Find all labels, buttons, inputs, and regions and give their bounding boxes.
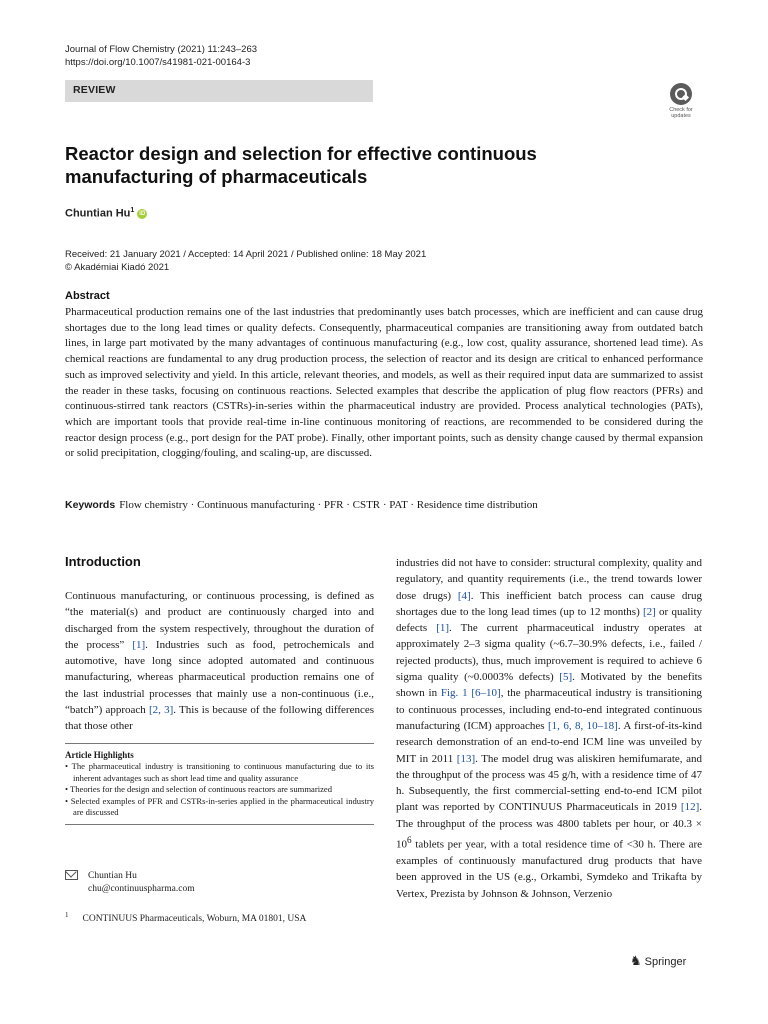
contact-email[interactable]: chu@continuuspharma.com <box>88 884 195 894</box>
citation-link[interactable]: [12] <box>680 801 700 814</box>
check-updates-badge[interactable] <box>661 83 701 123</box>
check-updates-label: Check for updates <box>669 107 693 119</box>
citation-link[interactable]: [2] <box>642 605 656 618</box>
publisher-name: Springer <box>644 956 687 968</box>
citation-link[interactable]: [1, 6, 8, 10–18] <box>548 719 618 732</box>
author-affil-sup: 1 <box>130 207 135 214</box>
orcid-icon[interactable]: iD <box>139 210 146 217</box>
citation-link[interactable]: [2, 3] <box>148 704 174 717</box>
publisher-logo <box>630 953 686 969</box>
affiliation-text: CONTINUUS Pharmaceuticals, Woburn, MA 01801, USA <box>82 914 307 925</box>
intro-heading: Introduction <box>65 554 141 569</box>
keywords-text: Flow chemistry · Continuous manufacturing · PFR · CSTR · PAT · Residence time distribution <box>119 499 538 511</box>
contact-name: Chuntian Hu <box>88 871 137 881</box>
author-name[interactable]: Chuntian Hu <box>65 207 131 220</box>
keywords-line <box>65 499 703 511</box>
citation-link[interactable]: [4] <box>457 589 471 602</box>
check-updates-icon <box>670 83 692 105</box>
section-label: REVIEW <box>73 84 116 96</box>
citation-link[interactable]: [1] <box>132 638 146 651</box>
highlight-item: • Selected examples of PFR and CSTRs-in-series applied in the pharmaceutical industry are discussed <box>65 795 374 817</box>
intro-right-column: industries did not have to consider: structural complexity, quality and regulatory, and quantity requirements (i.e., the trend towards lower dose drugs) [4]. This inefficient batch process can cause drug shortages due to the long lead times (up to 12 months) [2] or quality defects [1]. The current pharmaceutical industry operates at approximately 2–3 sigma quality (~6.7–30.9% defects, i.e., failed / rejected products), thus, much improvement is required to achieve 6 sigma quality (~0.0003% defects) [5]. Motivated by the benefits shown in Fig. 1 [6–10], the pharmaceutical industry is transitioning to continuous processes, including end-to-end integrated continuous manufacturing (ICM) approaches [1, 6, 8, 10–18]. A first-of-its-kind research demonstration of an end-to-end ICM line was unveiled by MIT in 2011 [13]. The model drug was aliskiren hemifumarate, and the throughput of the process was 45 g/h, with a residence time of 47 h. Subsequently, the first commercial-setting end-to-end ICM pilot plant was reported by CONTINUUS Pharmaceuticals in 2019 [12]. The throughput of the process was 4800 tablets per hour, or $40.3 \times 10^6$ tablets per year, with a total residence time of <30 h. There are examples of continuously manufactured drug products that have been approved in the US (e.g., Orkambi, Symdeko and Trikafta by Vertex, Prezista by Johnson & Johnson, Verzenio <box>396 557 702 900</box>
affiliation <box>65 911 306 924</box>
section-bar <box>65 80 373 102</box>
citation-link[interactable]: [5] <box>559 671 573 684</box>
springer-horse-icon: ♞ <box>630 953 642 968</box>
citation-link[interactable]: [13] <box>456 752 476 765</box>
mail-icon <box>65 870 78 880</box>
contact-block <box>65 870 195 896</box>
doi-link[interactable]: https://doi.org/10.1007/s41981-021-00164-3 <box>65 57 251 68</box>
journal-header <box>65 43 257 69</box>
article-highlights-box <box>65 743 374 825</box>
intro-left-column: Continuous manufacturing, or continuous processing, is defined as “the material(s) and product are continuously charged into and discharged from the system respectively, throughout the duration of the process” [1]. Industries such as food, petrochemicals and automotive, have long since adopted automated and continuous manufacturing, whereas pharmaceutical production remains one of the last industrial processes that mainly use a non-continuous (i.e., “batch”) approach [2, 3]. This is because of the following differences that those other <box>65 590 375 733</box>
abstract-heading: Abstract <box>65 290 110 302</box>
article-title: Reactor design and selection for effective continuous manufacturing of pharmaceuticals <box>65 143 537 187</box>
author-line <box>65 207 147 220</box>
citation-link[interactable]: Fig. 1 [6–10] <box>440 687 501 700</box>
citation-link[interactable]: [1] <box>436 622 450 635</box>
copyright-line: © Akadémiai Kiadó 2021 <box>65 262 170 273</box>
highlight-item: • The pharmaceutical industry is transitioning to continuous manufacturing due to its inherent advantages such as short lead time and quality assurance <box>65 761 374 783</box>
publication-dates: Received: 21 January 2021 / Accepted: 14 April 2021 / Published online: 18 May 2021 <box>65 249 427 260</box>
highlight-item: • Theories for the design and selection of continuous reactors are summarized <box>65 784 333 794</box>
keywords-label: Keywords <box>65 499 116 511</box>
affiliation-number: 1 <box>65 911 69 919</box>
dates-block <box>65 248 426 274</box>
highlights-title: Article Highlights <box>65 750 134 760</box>
journal-citation: Journal of Flow Chemistry (2021) 11:243–263 <box>65 44 258 55</box>
abstract-body: Pharmaceutical production remains one of the last industries that predominantly uses batch processes, which are inefficient and can cause drug shortages due to the long lead times or quality defects. Consequently, pharmaceutical companies are transitioning away from outdated batch lines, in large part motivated by the many advantages of continuous manufacturing (e.g., low cost, quality assurance, shortened lead time). As chemical reactions are fundamental to any drug production process, the selection of reactor and its design are critical to enhanced performance such as improved selectivity and yield. In this article, relevant theories, and models, as well as their required input data are summarized to assist the reader in these tasks, focusing on continuous reactions. Selected examples that describe the application of plug flow reactors (PFRs) and continuous-stirred tank reactors (CSTRs)-in-series within the pharmaceutical industry are provided. Process analytical technologies (PATs), which are important tools that provide real-time in-line continuous monitoring of reactions, are recommended to be considered during the reactor design process (e.g., port design for the PAT probe). Finally, other important points, such as density change caused by thermal expansion or solid precipitation, clogging/fouling, and scaling-up, are discussed. <box>65 306 703 460</box>
